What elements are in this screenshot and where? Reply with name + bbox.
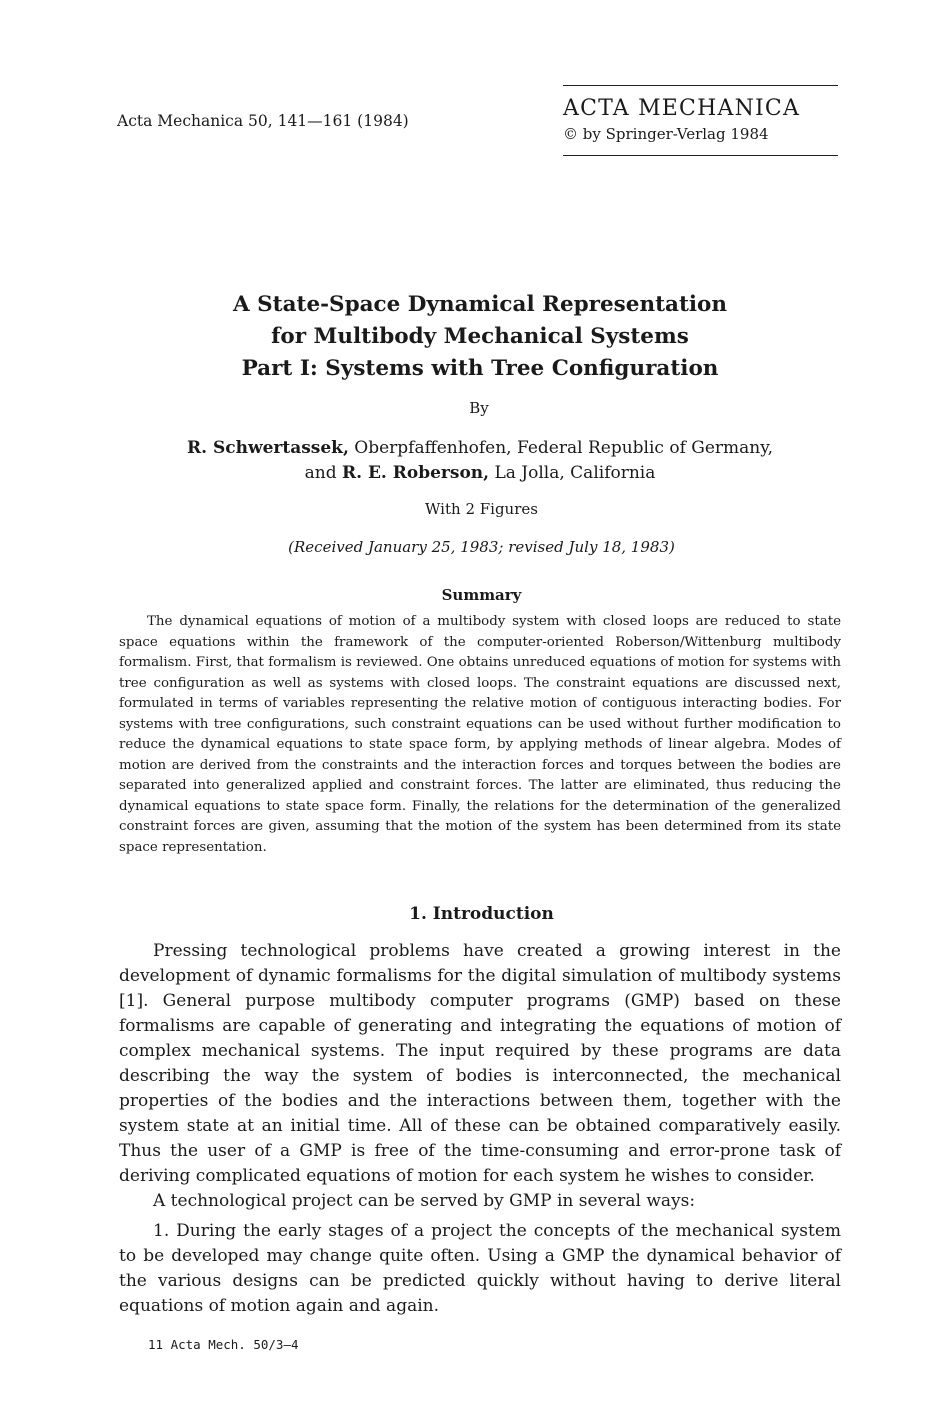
authors [100,436,860,486]
author-name: R. Schwertassek, [187,438,349,458]
author-line-1 [100,436,860,461]
masthead-bottom-rule [563,155,838,156]
summary-section [119,612,841,858]
journal-name: ACTA MECHANICA [563,96,801,121]
copyright-notice: © by Springer-Verlag 1984 [563,125,769,143]
title-line: A State-Space Dynamical Representation [232,292,728,317]
introduction-section [119,939,841,1319]
author-conjunction: and [304,463,342,483]
author-affiliation: La Jolla, California [489,463,656,483]
page-footer: 11 Acta Mech. 50/3–4 [148,1337,299,1352]
journal-citation: Acta Mechanica 50, 141—161 (1984) [117,112,409,130]
author-name: R. E. Roberson, [342,463,490,483]
body-paragraph: Pressing technological problems have created a growing interest in the development of dynamic formalisms for the digital simulation of multibody systems [1]. General purpose multibody computer programs (GMP) based on these formalisms are capable of generating and integrating the equations of motion of complex mechanical systems. The input required by these programs are data describing the way the system of bodies is interconnected, the mechanical properties of the bodies and the interactions between them, together with the system state at an initial time. All of these can be obtained comparatively easily. Thus the user of a GMP is free of the time-consuming and error-prone task of deriving complicated equations of motion for each system he wishes to consider. [119,941,841,1186]
paper-title [150,289,810,385]
title-line: Part I: Systems with Tree Configuration [241,356,719,381]
journal-masthead [563,85,838,156]
byline: By [469,399,489,417]
figures-note: With 2 Figures [425,500,538,518]
author-affiliation: Oberpfaffenhofen, Federal Republic of Germany, [348,438,773,458]
masthead-top-rule [563,85,838,86]
summary-heading: Summary [441,586,522,604]
section-heading: 1. Introduction [409,904,554,924]
received-dates: (Received January 25, 1983; revised July 18, 1983) [288,538,675,556]
list-item: 1. During the early stages of a project the concepts of the mechanical system to be developed may change quite often. Using a GMP the dynamical behavior of the various designs can be predicted quickly without having to derive literal equations of motion again and again. [119,1221,841,1316]
summary-text: The dynamical equations of motion of a multibody system with closed loops are reduced to state space equations within the framework of the computer-oriented Roberson/Wittenburg multibody formalism. First, that formalism is reviewed. One obtains unreduced equations of motion for systems with tree configuration as well as systems with closed loops. The constraint equations are discussed next, formulated in terms of variables representing the relative motion of contiguous interacting bodies. For systems with tree configurations, such constraint equations can be used without further modification to reduce the dynamical equations to state space form, by applying methods of linear algebra. Modes of motion are derived from the constraints and the interaction forces and torques between the bodies are separated into generalized applied and constraint forces. The latter are eliminated, thus reducing the dynamical equations to state space form. Finally, the relations for the determination of the generalized constraint forces are given, assuming that the motion of the system has been determined from its state space representation. [119,614,841,855]
title-line: for Multibody Mechanical Systems [271,324,689,349]
body-paragraph: A technological project can be served by GMP in several ways: [153,1191,696,1211]
author-line-2 [100,461,860,486]
